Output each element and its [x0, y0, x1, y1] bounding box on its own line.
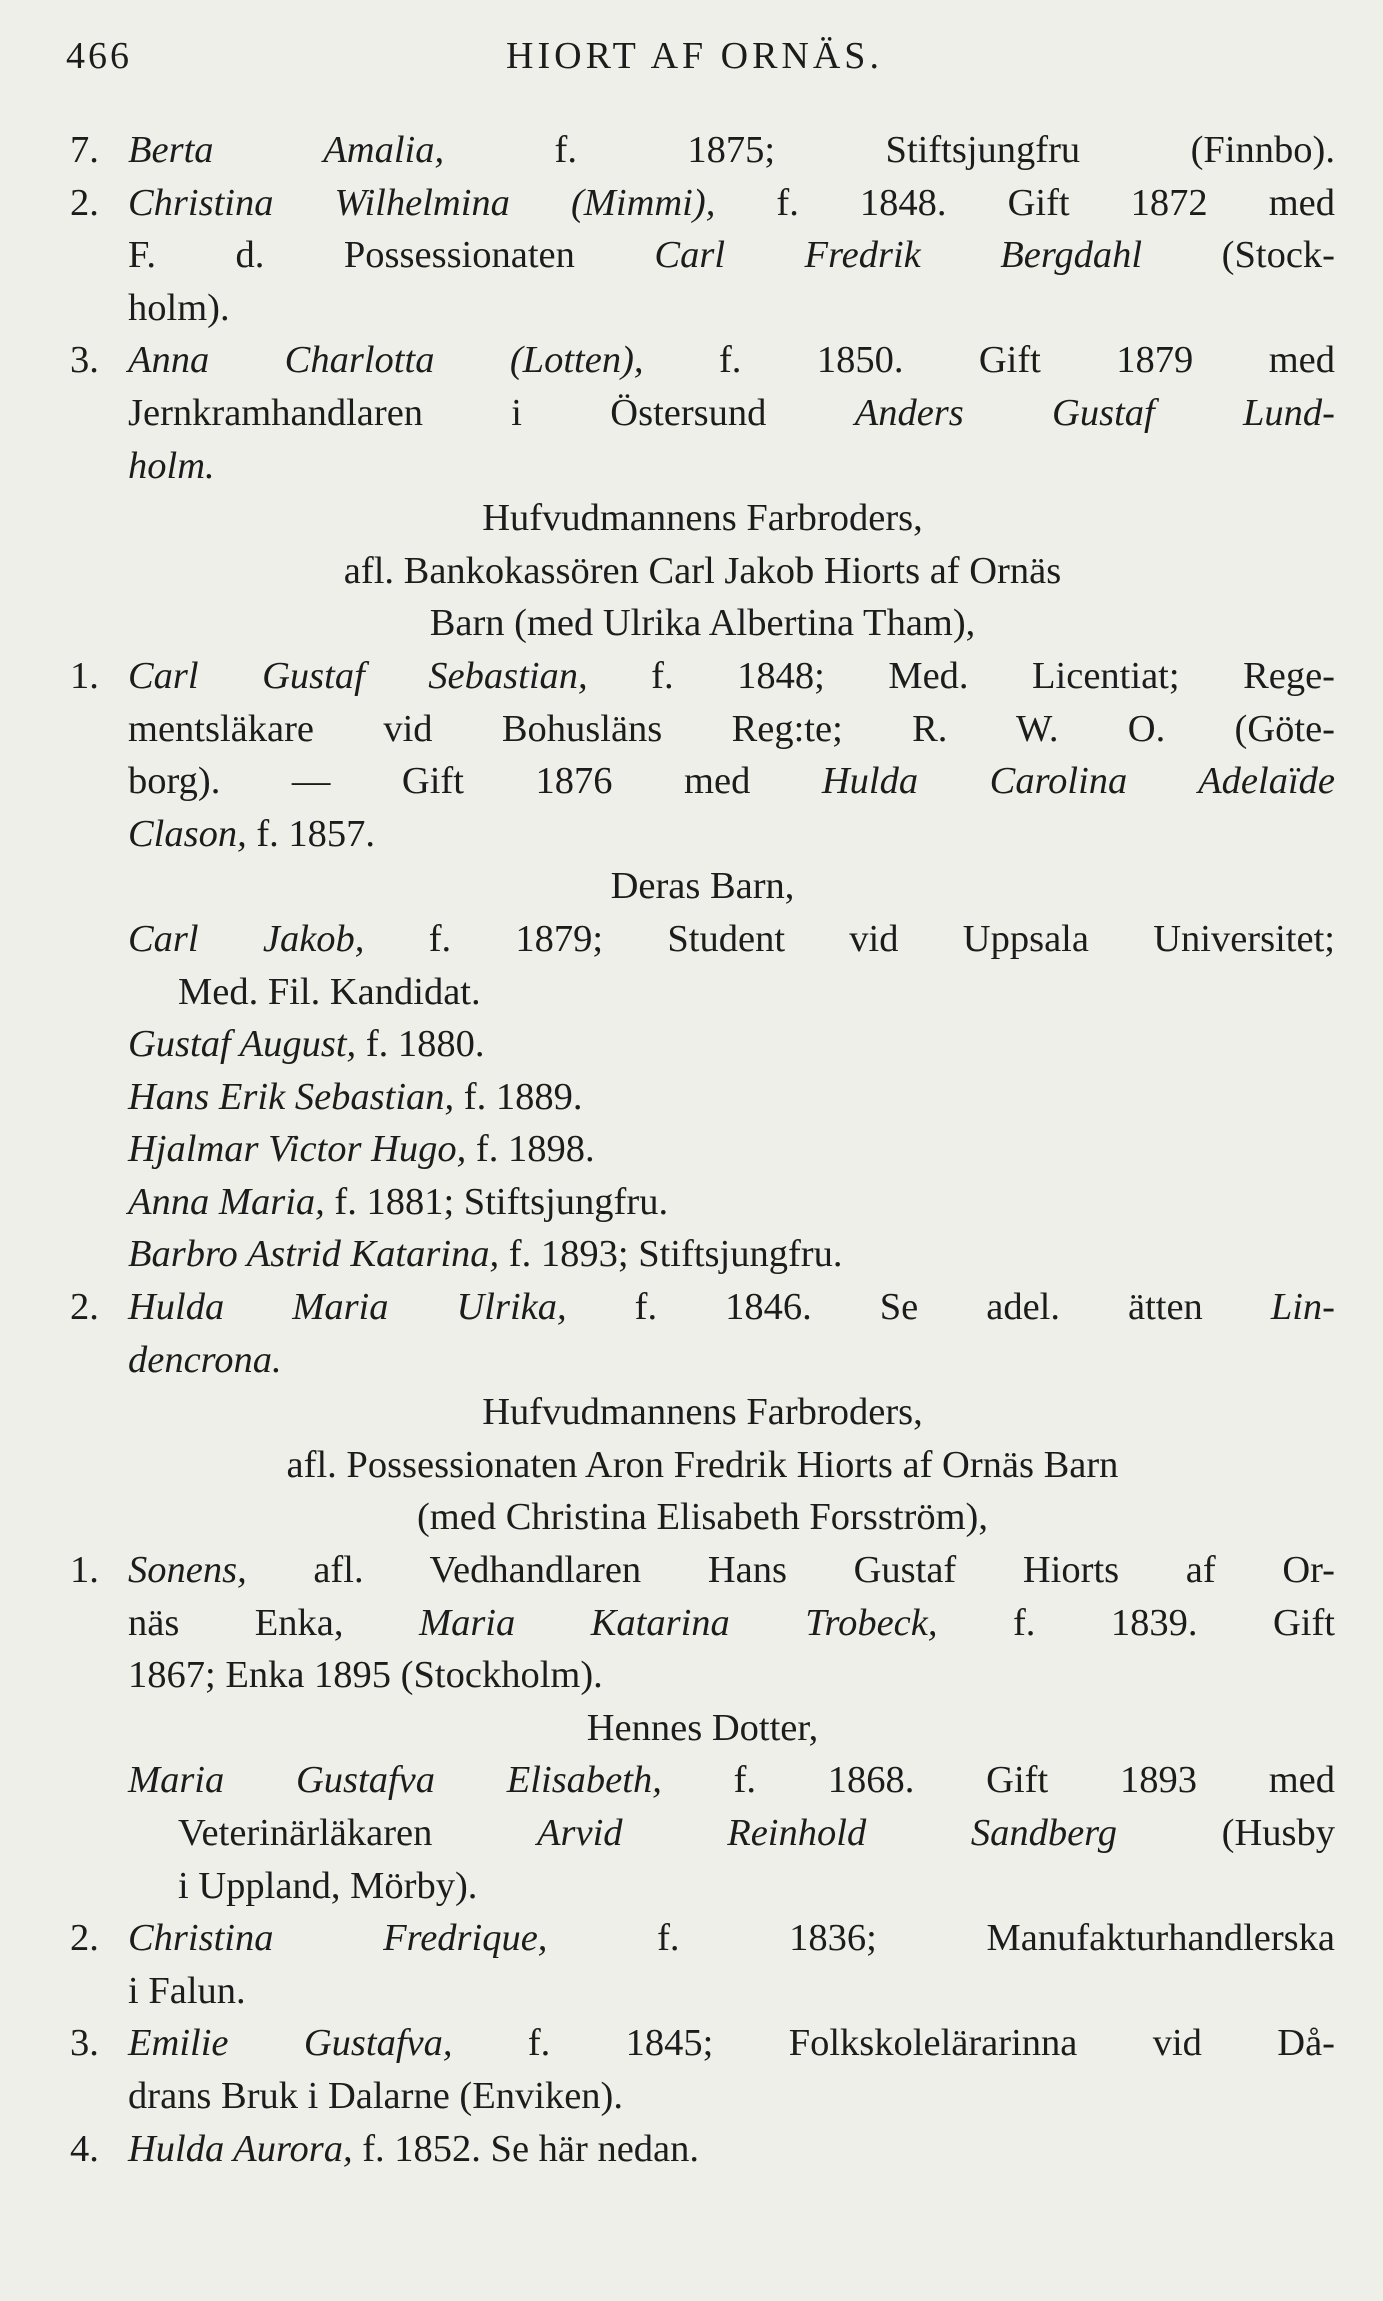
- line-text: f. 1845; Folkskolelärarinna vid Då-: [452, 2022, 1335, 2065]
- line-text: F. d. Possessionaten: [128, 234, 655, 277]
- entry-number: 1.: [70, 654, 99, 697]
- person-name: Anna Charlotta (Lotten),: [128, 339, 644, 382]
- section-heading: [70, 1386, 1335, 1439]
- text-line: [70, 1123, 1335, 1176]
- text-line: [70, 1228, 1335, 1281]
- person-name: Anders Gustaf Lund-: [854, 391, 1335, 434]
- section-heading: [70, 492, 1335, 545]
- text-line: [70, 387, 1335, 440]
- line-text: Jernkramhandlaren i Östersund: [128, 391, 855, 434]
- line-text: f. 1846. Se adel. ätten: [566, 1286, 1271, 1329]
- text-line: [70, 650, 1335, 703]
- line-text: f. 1839. Gift: [937, 1601, 1335, 1644]
- line-text: i Uppland, Mörby).: [178, 1864, 478, 1907]
- line-text: Med. Fil. Kandidat.: [178, 970, 481, 1013]
- line-text: f. 1868. Gift 1893 med: [661, 1759, 1335, 1802]
- person-name: Maria Gustafva Elisabeth,: [128, 1759, 662, 1802]
- line-text: afl. Possessionaten Aron Fredrik Hiorts af Ornäs Barn: [286, 1443, 1119, 1486]
- line-text: afl. Bankokassören Carl Jakob Hiorts af Ornäs: [343, 549, 1062, 592]
- text-line: [70, 1176, 1335, 1229]
- text-line: [70, 1965, 1335, 2018]
- section-heading: [70, 1491, 1335, 1544]
- line-text: i Falun.: [128, 1969, 246, 2012]
- line-text: f. 1881; Stiftsjungfru.: [324, 1180, 669, 1223]
- family-name: Lin-: [1270, 1286, 1335, 1329]
- person-name: Clason,: [128, 812, 247, 855]
- person-name: Hulda Aurora,: [128, 2127, 353, 2170]
- person-name: Carl Jakob,: [128, 917, 365, 960]
- text-line: [70, 1071, 1335, 1124]
- text-line: [70, 966, 1335, 1019]
- text-line: [70, 229, 1335, 282]
- line-text: f. 1848; Med. Licentiat; Rege-: [587, 654, 1335, 697]
- line-text: f. 1850. Gift 1879 med: [643, 339, 1335, 382]
- line-text: f. 1852. Se här nedan.: [352, 2127, 700, 2170]
- line-text: afl. Vedhandlaren Hans Gustaf Hiorts af Or-: [246, 1549, 1335, 1592]
- entry-number: 2.: [70, 1286, 99, 1329]
- person-name: Sonens,: [128, 1549, 247, 1592]
- line-text: f. 1889.: [454, 1075, 583, 1118]
- line-text: f. 1893; Stiftsjungfru.: [499, 1233, 843, 1276]
- person-name: Carl Gustaf Sebastian,: [128, 654, 588, 697]
- page-number: 466: [66, 35, 132, 77]
- person-name: Anna Maria,: [128, 1180, 325, 1223]
- entry-number: 1.: [70, 1549, 99, 1592]
- text-line: [70, 1649, 1335, 1702]
- text-line: [70, 1912, 1335, 1965]
- line-text: Deras Barn,: [610, 865, 795, 908]
- person-name: Barbro Astrid Katarina,: [128, 1233, 500, 1276]
- text-line: [70, 913, 1335, 966]
- text-line: [70, 2017, 1335, 2070]
- section-heading: [70, 1702, 1335, 1755]
- line-text: (med Christina Elisabeth Forsström),: [416, 1496, 988, 1539]
- person-name: Hulda Carolina Adelaïde: [821, 760, 1335, 803]
- text-line: [70, 440, 1335, 493]
- person-name: Hjalmar Victor Hugo,: [128, 1128, 467, 1171]
- text-line: [70, 2123, 1335, 2176]
- line-text: Veterinärläkaren: [178, 1812, 538, 1854]
- line-text: Hufvudmannens Farbroders,: [482, 497, 923, 540]
- person-name: Emilie Gustafva,: [128, 2022, 453, 2065]
- entry-number: 3.: [70, 2022, 99, 2065]
- person-name: Hans Erik Sebastian,: [128, 1075, 455, 1118]
- line-text: f. 1879; Student vid Uppsala Universitet;: [364, 917, 1335, 960]
- line-text: borg). — Gift 1876 med: [128, 760, 822, 803]
- line-text: holm).: [128, 286, 230, 329]
- text-line: [70, 1018, 1335, 1071]
- line-text: (Husby: [1116, 1812, 1335, 1854]
- person-name: holm.: [128, 444, 215, 487]
- text-line: [70, 1281, 1335, 1334]
- text-line: [70, 1807, 1335, 1860]
- entry-number: 4.: [70, 2127, 99, 2170]
- text-line: [70, 177, 1335, 230]
- line-text: näs Enka,: [128, 1601, 419, 1644]
- text-line: [70, 1860, 1335, 1913]
- line-text: f. 1848. Gift 1872 med: [715, 181, 1335, 224]
- text-line: [70, 282, 1335, 335]
- line-text: f. 1880.: [356, 1023, 485, 1066]
- person-name: Christina Wilhelmina (Mimmi),: [128, 181, 716, 224]
- entry-number: 3.: [70, 339, 99, 382]
- text-line: [70, 703, 1335, 756]
- text-line: [70, 755, 1335, 808]
- page-body: [70, 124, 1335, 2175]
- running-title: HIORT AF ORNÄS.: [506, 35, 883, 77]
- text-line: [70, 334, 1335, 387]
- line-text: (Stock-: [1142, 234, 1335, 277]
- entry-number: 2.: [70, 1917, 99, 1960]
- entry-number: 7.: [70, 129, 99, 171]
- person-name: Carl Fredrik Bergdahl: [654, 234, 1143, 277]
- page-header: [66, 34, 1323, 84]
- section-heading: [70, 597, 1335, 650]
- text-line: [70, 1597, 1335, 1650]
- line-text: Hennes Dotter,: [586, 1706, 819, 1749]
- entry-number: 2.: [70, 181, 99, 224]
- person-name: Maria Katarina Trobeck,: [419, 1601, 938, 1644]
- line-text: mentsläkare vid Bohusläns Reg:te; R. W. O. (Göte-: [128, 707, 1335, 750]
- person-name: Hulda Maria Ulrika,: [128, 1286, 567, 1329]
- line-text: Barn (med Ulrika Albertina Tham),: [429, 602, 976, 645]
- line-text: 1867; Enka 1895 (Stockholm).: [128, 1654, 603, 1697]
- person-name: Christina Fredrique,: [128, 1917, 548, 1960]
- line-text: drans Bruk i Dalarne (Enviken).: [128, 2074, 623, 2117]
- person-name: Arvid Reinhold Sandberg: [537, 1812, 1117, 1854]
- section-heading: [70, 860, 1335, 913]
- line-text: f. 1875; Stiftsjungfru (Finnbo).: [444, 129, 1335, 171]
- family-name: dencrona.: [128, 1338, 282, 1381]
- text-line: [70, 1544, 1335, 1597]
- line-text: f. 1857.: [246, 812, 376, 855]
- text-line: [70, 124, 1335, 177]
- line-text: f. 1898.: [466, 1128, 595, 1171]
- text-line: [70, 1754, 1335, 1807]
- text-line: [70, 808, 1335, 861]
- person-name: Gustaf August,: [128, 1023, 357, 1066]
- text-line: [70, 1334, 1335, 1387]
- text-line: [70, 2070, 1335, 2123]
- section-heading: [70, 545, 1335, 598]
- person-name: Berta Amalia,: [128, 129, 445, 171]
- line-text: f. 1836; Manufakturhandlerska: [547, 1917, 1335, 1960]
- line-text: Hufvudmannens Farbroders,: [482, 1391, 923, 1434]
- section-heading: [70, 1439, 1335, 1492]
